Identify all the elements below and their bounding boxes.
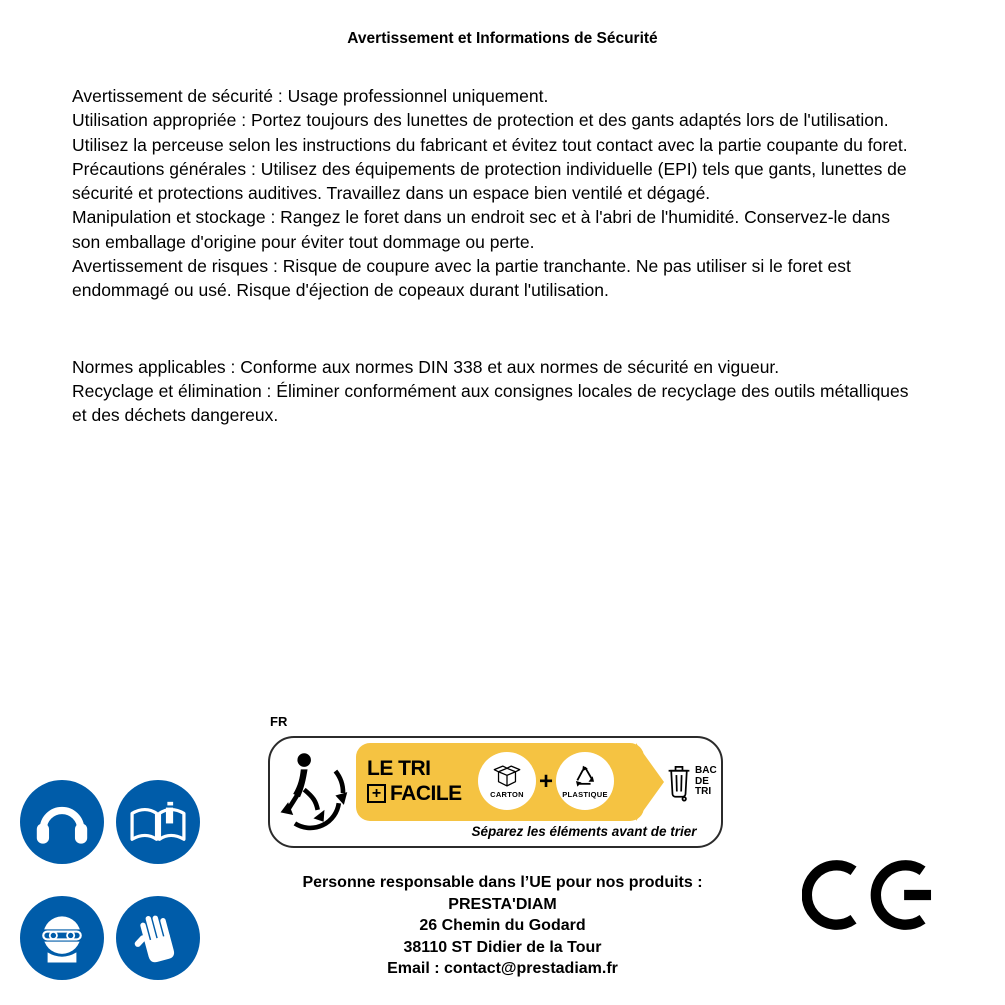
carton-box-icon [491, 764, 523, 788]
ear-protection-icon [26, 786, 98, 858]
sorting-bin-icon [666, 762, 692, 802]
tri-yellow-chevron [636, 743, 664, 821]
address-line-1: 26 Chemin du Godard [419, 917, 586, 934]
warning-paragraph: Précautions générales : Utilisez des équipements de protection individuelle (EPI) tels que gants, lunettes de sécurité et protections auditives. Travaillez dans un espace bien ventilé et dégagé. [72, 158, 907, 204]
warning-paragraph: Avertissement de sécurité : Usage professionnel uniquement. [72, 86, 549, 106]
tri-headline-line1: LE TRI [367, 757, 431, 780]
sorting-bin-zone [666, 752, 718, 812]
tri-headline-line2: FACILE [390, 782, 462, 805]
tri-tagline: Séparez les éléments avant de trier [471, 824, 697, 839]
bin-text-line: BAC [695, 765, 717, 777]
warning-paragraph: Manipulation et stockage : Rangez le foret dans un endroit sec et à l'abri de l'humidité. Conservez-le dans son emballage d'origine pour éviter tout dommage ou perte. [72, 207, 890, 252]
regulations-block [72, 355, 920, 428]
regulation-paragraph: Recyclage et élimination : Éliminer conformément aux consignes locales de recyclage des outils métalliques et des déchets dangereux. [72, 380, 909, 426]
plus-box: + [367, 784, 386, 803]
materials-plus-sign: + [538, 768, 553, 795]
triman-icon [278, 750, 354, 836]
contact-email: Email : contact@prestadiam.fr [387, 960, 618, 977]
country-code-label: FR [270, 714, 288, 729]
tri-headline [367, 756, 472, 806]
warning-paragraph: Utilisation appropriée : Portez toujours des lunettes de protection et des gants adaptés lors de l'utilisation. Utilisez la perceuse selon les instructions du fabricant et évitez tout contact avec la partie coupante du foret. [72, 110, 908, 155]
bin-text-line: TRI [695, 786, 712, 798]
material-plastique-label: PLASTIQUE [562, 790, 608, 799]
info-tri-label [268, 736, 723, 848]
bin-text-line: DE [695, 775, 709, 787]
material-plastique-circle [556, 752, 614, 810]
warning-paragraph: Avertissement de risques : Risque de coupure avec la partie tranchante. Ne pas utiliser si le foret est endommagé ou usé. Risque d'éjection de copeaux durant l'utilisation. [72, 256, 851, 301]
ce-marking [802, 848, 940, 942]
read-manual-icon [122, 786, 194, 858]
recycling-triangle-icon [571, 763, 599, 788]
read-manual-sign [116, 780, 200, 864]
bin-text [695, 766, 717, 798]
responsible-intro: Personne responsable dans l’UE pour nos produits : [302, 874, 703, 891]
ear-protection-sign [20, 780, 104, 864]
ce-marking-icon [802, 848, 940, 942]
address-line-2: 38110 ST Didier de la Tour [403, 938, 602, 956]
material-carton-label: CARTON [490, 789, 524, 799]
regulation-paragraph: Normes applicables : Conforme aux normes DIN 338 et aux normes de sécurité en vigueur. [72, 356, 780, 377]
company-name: PRESTA'DIAM [448, 895, 557, 913]
safety-text-block [72, 84, 920, 428]
material-carton-circle [478, 752, 536, 810]
page-title: Avertissement et Informations de Sécurité [347, 30, 658, 47]
